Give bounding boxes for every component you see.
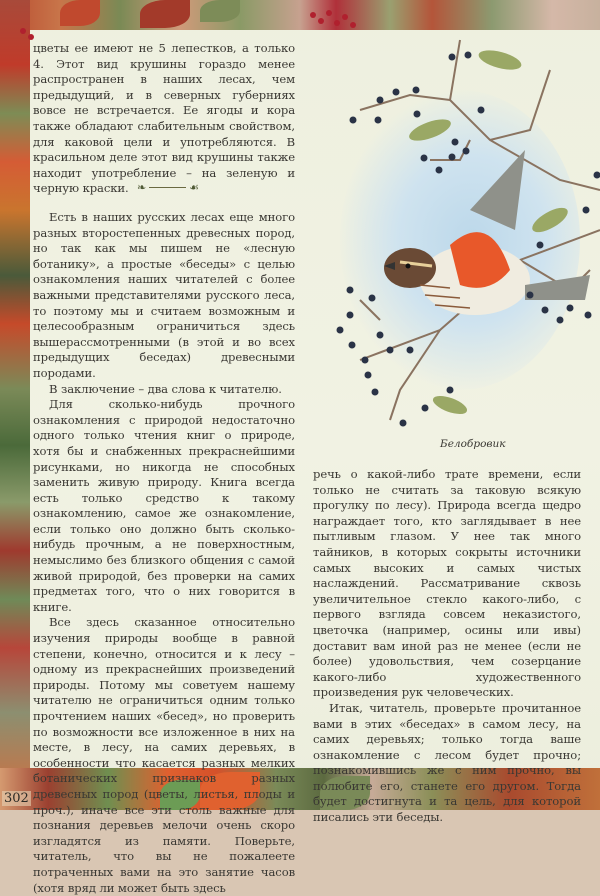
berry-decoration — [334, 20, 340, 26]
paragraph: Все здесь сказанное относительно изучения природы вообще в равной степени, конечно, относится и к лесу – одному из прекраснейших произведений природы. Потому мы советуем нашему читателю не ограничиться одним только прочтением наших «бесед», но проверить по возможности все изложенное в них на месте, в лесу, на самих деревьях, в особенности что касается разных мелких ботанических признаков разных древесных пород (цветы, листья, плоды и проч.), иначе все эти столь важные для познания деревьев мелочи очень скоро изгладятся из памяти. Поверьте, читатель, что вы не пожалеете потраченных вами на это занятие часов (хотя вряд ли может быть здесь — [33, 615, 295, 896]
text-column-right — [313, 467, 581, 826]
berry-decoration — [350, 22, 356, 28]
illustration-caption: Белобровик — [440, 438, 506, 450]
leaf-decoration — [200, 0, 240, 22]
berry-decoration — [318, 18, 324, 24]
paragraph: Итак, читатель, проверьте прочитанное вами в этих «беседах» в самом лесу, на самих деревьях; только тогда ваше ознакомление с лесом будет прочно; познакомившись же с ним прочно, вы полюбите его, станете его другом. Тогда будет достигнута и та цель, для которой писались эти беседы. — [313, 701, 581, 826]
redwing-bird-on-branch — [300, 30, 600, 430]
berry-decoration — [28, 34, 34, 40]
page-number: 302 — [2, 791, 31, 806]
section-divider-ornament — [137, 181, 199, 193]
berry-decoration — [342, 14, 348, 20]
ornament-left-icon: ❧ — [137, 181, 146, 194]
decorative-border-left — [0, 0, 30, 810]
berry-decoration — [20, 28, 26, 34]
text-column-left — [33, 210, 295, 896]
paragraph: Есть в наших русских лесах еще много разных второстепенных древесных пород, но так как мы пишем не «лесную ботанику», а простые «беседы» с целью ознакомления наших читателей с более важными представителями русского леса, то поэтому мы и считаем возможным и целесообразным ограничиться здесь вышерассмотренными (в этой и во всех предыдущих беседах) древесными породами. — [33, 210, 295, 382]
ornament-right-icon: ☙ — [189, 181, 199, 194]
berry-decoration — [326, 10, 332, 16]
leaf-decoration — [60, 0, 100, 26]
ornament-line — [149, 187, 186, 188]
paragraph: речь о какой-либо трате времени, если только не считать за таковую всякую прогулку по лесу). Природа всегда щедро награждает того, кто заглядывает в нее пытливым глазом. У нее так много тайников, в которых сокрыты источники самых высоких и самых чистых наслаждений. Рассматривание сквозь увеличительное стекло какого-либо, с первого взгляда совсем неказистого, цветочка (например, осины или ивы) доставит вам иной раз не менее (если не более) удовольствия, чем созерцание какого-либо художественного произведения рук человеческих. — [313, 467, 581, 701]
paragraph: Для сколько-нибудь прочного ознакомления с природой недостаточно одного только чтения книг о природе, хотя бы и снабженных прекраснейшими рисунками, но никогда не способных заменить живую природу. Книга всегда есть только средство к такому ознакомлению, самое же ознакомление, если только оно должно быть сколько-нибудь прочным, а не поверхностным, немыслимо без близкого общения с самой живой природой, без проверки на самих предметах того, что о них говорится в книге. — [33, 397, 295, 615]
paragraph: цветы ее имеют не 5 лепестков, а только 4. Этот вид крушины гораздо менее распространен в наших лесах, чем предыдущий, и в северных губерниях вовсе не встречается. Ее ягоды и кора также обладают слабительным свойством, для каковой цели и употребляются. В красильном деле этот вид крушины также находит употребление – на зеленую и черную краски. — [33, 41, 295, 197]
text-column-left-top — [33, 41, 295, 197]
bird-illustration — [300, 30, 600, 430]
leaf-decoration — [140, 0, 190, 28]
berry-decoration — [310, 12, 316, 18]
paragraph: В заключение – два слова к читателю. — [33, 382, 295, 398]
